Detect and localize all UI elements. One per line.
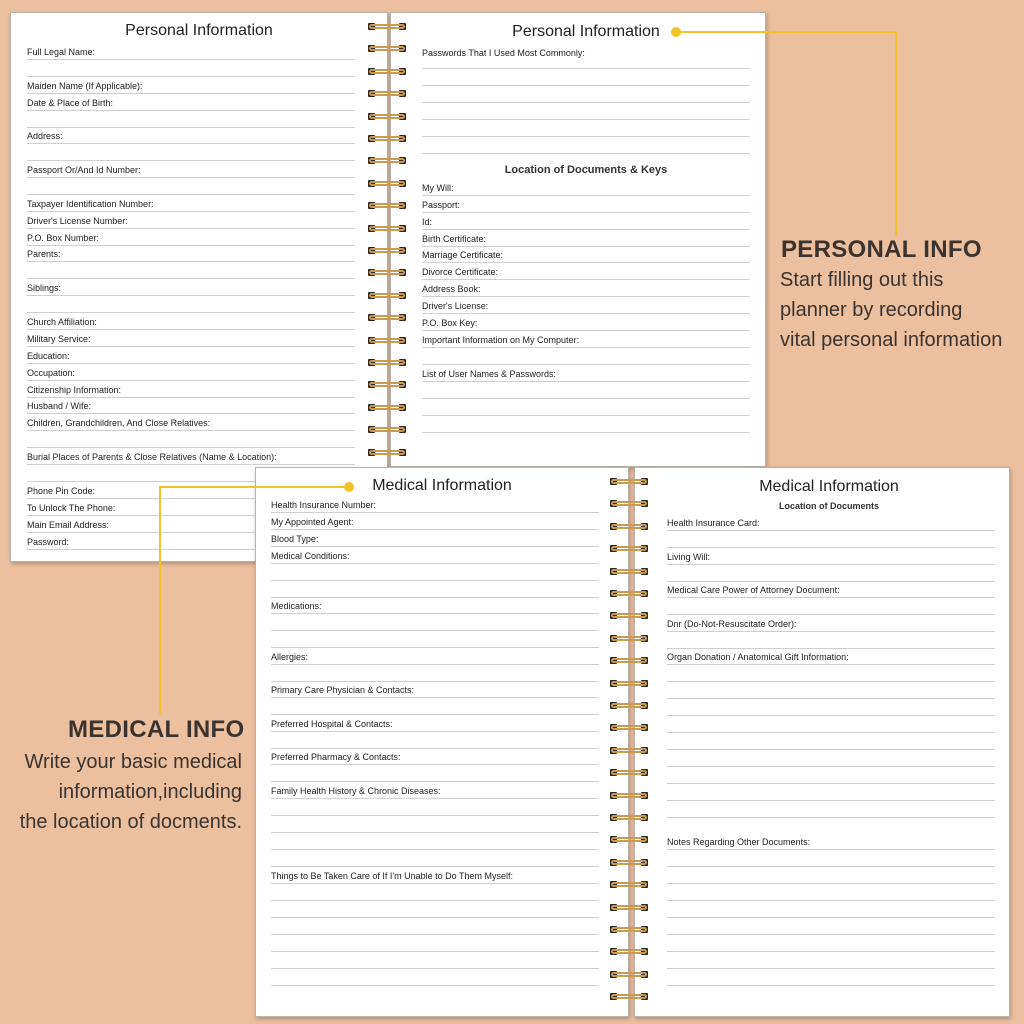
field-label: Medical Conditions: (271, 551, 350, 561)
write-line[interactable] (667, 817, 995, 818)
field-label: Address: (27, 131, 63, 141)
field-label: Taxpayer Identification Number: (27, 199, 154, 209)
write-line[interactable] (271, 580, 599, 581)
write-line[interactable] (667, 631, 995, 632)
spiral-coil (365, 67, 409, 76)
write-line[interactable] (27, 177, 355, 178)
spiral-coil (607, 925, 651, 934)
spiral-coil (365, 201, 409, 210)
write-line[interactable] (667, 900, 995, 901)
spiral-coil (607, 880, 651, 889)
write-line[interactable] (27, 59, 355, 60)
write-line[interactable] (667, 783, 995, 784)
spiral-coil (365, 44, 409, 53)
write-line[interactable] (271, 917, 599, 918)
write-line[interactable] (27, 346, 355, 347)
write-line[interactable] (271, 664, 599, 665)
write-line[interactable] (27, 312, 355, 313)
spiral-coil (607, 746, 651, 755)
callout-line-medical-v (159, 486, 161, 714)
callout-line-medical-h (159, 486, 349, 488)
field-label: Id: (422, 217, 433, 227)
write-line[interactable] (271, 714, 599, 715)
description-line: the location of docments. (19, 811, 242, 833)
field-label: Organ Donation / Anatomical Gift Information: (667, 652, 849, 662)
field-label: Primary Care Physician & Contacts: (271, 685, 415, 695)
spiral-coil (607, 477, 651, 486)
personal-right-page (390, 12, 766, 467)
spiral-coil (365, 224, 409, 233)
field-label: Maiden Name (If Applicable): (27, 81, 143, 91)
field-label: Living Will: (667, 552, 711, 562)
write-line[interactable] (422, 432, 750, 433)
write-line[interactable] (27, 397, 355, 398)
write-line[interactable] (667, 732, 995, 733)
field-label: P.O. Box Key: (422, 318, 478, 328)
spiral-coil (607, 858, 651, 867)
field-label: Passport Or/And Id Number: (27, 165, 141, 175)
spiral-coil (365, 89, 409, 98)
write-line[interactable] (667, 968, 995, 969)
spiral-coil (365, 403, 409, 412)
write-line[interactable] (271, 832, 599, 833)
description-line: Start filling out this (780, 269, 944, 291)
write-line[interactable] (422, 195, 750, 196)
page-title: Personal Information (125, 22, 273, 39)
spiral-coil (365, 425, 409, 434)
write-line[interactable] (422, 398, 750, 399)
field-label: Husband / Wife: (27, 401, 92, 411)
spiral-coil (607, 567, 651, 576)
field-label: P.O. Box Number: (27, 233, 99, 243)
write-line[interactable] (422, 347, 750, 348)
field-label: My Will: (422, 183, 454, 193)
field-label: Main Email Address: (27, 520, 110, 530)
spiral-coil (607, 656, 651, 665)
write-line[interactable] (271, 883, 599, 884)
page-title: Personal Information (512, 23, 660, 40)
write-line[interactable] (422, 313, 750, 314)
write-line[interactable] (27, 93, 355, 94)
write-line[interactable] (667, 749, 995, 750)
field-label: Full Legal Name: (27, 47, 96, 57)
spiral-coil (607, 723, 651, 732)
write-line[interactable] (667, 698, 995, 699)
field-label: Medical Care Power of Attorney Document: (667, 585, 840, 595)
medical-info-heading: MEDICAL INFO (68, 716, 245, 743)
medical-info-description (20, 747, 242, 837)
write-line[interactable] (422, 296, 750, 297)
spiral-coil (365, 268, 409, 277)
field-label: Blood Type: (271, 534, 319, 544)
rule (422, 68, 750, 69)
write-line[interactable] (27, 295, 355, 296)
write-line[interactable] (271, 900, 599, 901)
field-label: Things to Be Taken Care of If I'm Unable to Do Them Myself: (271, 871, 513, 881)
field-label: Preferred Hospital & Contacts: (271, 719, 393, 729)
write-line[interactable] (271, 529, 599, 530)
personal-info-heading: PERSONAL INFO (781, 236, 982, 263)
spiral-coil (607, 522, 651, 531)
spiral-coil (607, 544, 651, 553)
spiral-coil (607, 947, 651, 956)
callout-line-personal-h (676, 31, 896, 33)
field-label: Citizenship Information: (27, 385, 122, 395)
field-label: To Unlock The Phone: (27, 503, 116, 513)
rule (422, 136, 750, 137)
field-label: Birth Certificate: (422, 234, 487, 244)
write-line[interactable] (271, 597, 599, 598)
write-line[interactable] (27, 211, 355, 212)
rule (422, 102, 750, 103)
write-line[interactable] (667, 614, 995, 615)
spiral-coil (607, 970, 651, 979)
write-line[interactable] (271, 815, 599, 816)
field-label: Notes Regarding Other Documents: (667, 837, 811, 847)
field-label: Occupation: (27, 368, 76, 378)
spiral-coil (607, 835, 651, 844)
write-line[interactable] (271, 866, 599, 867)
write-line[interactable] (27, 430, 355, 431)
field-label: Allergies: (271, 652, 309, 662)
write-line[interactable] (422, 262, 750, 263)
write-line[interactable] (667, 766, 995, 767)
spiral-coil (607, 701, 651, 710)
spiral-coil (365, 112, 409, 121)
write-line[interactable] (667, 883, 995, 884)
field-label: Phone Pin Code: (27, 486, 96, 496)
medical-right-page (634, 467, 1010, 1017)
write-line[interactable] (667, 849, 995, 850)
write-line[interactable] (27, 143, 355, 144)
field-label: Marriage Certificate: (422, 250, 504, 260)
write-line[interactable] (667, 715, 995, 716)
write-line[interactable] (667, 648, 995, 649)
description-line: vital personal information (780, 329, 1003, 351)
write-line[interactable] (271, 613, 599, 614)
write-line[interactable] (27, 245, 355, 246)
field-label: Health Insurance Number: (271, 500, 377, 510)
write-line[interactable] (422, 381, 750, 382)
field-label: Date & Place of Birth: (27, 98, 114, 108)
write-line[interactable] (422, 364, 750, 365)
write-line[interactable] (667, 800, 995, 801)
write-line[interactable] (27, 261, 355, 262)
write-line[interactable] (667, 934, 995, 935)
write-line[interactable] (667, 564, 995, 565)
spiral-coil (607, 589, 651, 598)
spiral-binding-bottom (607, 477, 655, 1007)
write-line[interactable] (667, 866, 995, 867)
section-title: Location of Documents (778, 501, 879, 511)
field-label: Military Service: (27, 334, 91, 344)
write-line[interactable] (667, 985, 995, 986)
spiral-coil (365, 22, 409, 31)
write-line[interactable] (27, 228, 355, 229)
write-line[interactable] (27, 464, 355, 465)
spiral-coil (365, 448, 409, 457)
write-line[interactable] (422, 246, 750, 247)
write-line[interactable] (271, 764, 599, 765)
section-title: Location of Documents & Keys (504, 164, 668, 176)
spiral-coil (607, 992, 651, 1001)
spiral-coil (365, 380, 409, 389)
rule (422, 119, 750, 120)
callout-line-personal-v (895, 31, 897, 236)
write-line[interactable] (422, 330, 750, 331)
write-line[interactable] (667, 581, 995, 582)
spiral-binding-top (365, 22, 413, 462)
spiral-coil (365, 246, 409, 255)
description-line: Write your basic medical (24, 751, 242, 773)
spiral-coil (607, 903, 651, 912)
field-label: Medications: (271, 601, 322, 611)
description-line: information,including (58, 781, 242, 803)
write-line[interactable] (667, 951, 995, 952)
field-label: Dnr (Do-Not-Resuscitate Order): (667, 619, 797, 629)
spiral-coil (365, 313, 409, 322)
write-line[interactable] (667, 597, 995, 598)
personal-info-description (780, 265, 1002, 355)
field-label: Burial Places of Parents & Close Relatives (Name & Location): (27, 452, 277, 462)
write-line[interactable] (27, 363, 355, 364)
description-line: planner by recording (780, 299, 963, 321)
field-label: List of User Names & Passwords: (422, 369, 557, 379)
field-label: Divorce Certificate: (422, 267, 499, 277)
write-line[interactable] (27, 413, 355, 414)
write-line[interactable] (271, 563, 599, 564)
write-line[interactable] (271, 647, 599, 648)
write-line[interactable] (271, 731, 599, 732)
write-line[interactable] (667, 664, 995, 665)
spiral-coil (607, 768, 651, 777)
write-line[interactable] (271, 934, 599, 935)
write-line[interactable] (271, 681, 599, 682)
write-line[interactable] (271, 985, 599, 986)
field-label: Important Information on My Computer: (422, 335, 580, 345)
write-line[interactable] (27, 380, 355, 381)
spiral-coil (607, 813, 651, 822)
spiral-coil (607, 634, 651, 643)
write-line[interactable] (667, 547, 995, 548)
write-line[interactable] (422, 279, 750, 280)
rule (422, 85, 750, 86)
write-line[interactable] (27, 76, 355, 77)
field-label: Family Health History & Chronic Diseases: (271, 786, 441, 796)
field-label: Health Insurance Card: (667, 518, 760, 528)
spiral-coil (365, 156, 409, 165)
write-line[interactable] (271, 512, 599, 513)
field-label: Password: (27, 537, 70, 547)
write-line[interactable] (667, 681, 995, 682)
write-line[interactable] (27, 110, 355, 111)
write-line[interactable] (271, 951, 599, 952)
spiral-coil (365, 336, 409, 345)
spiral-coil (365, 134, 409, 143)
spiral-coil (607, 499, 651, 508)
write-line[interactable] (271, 630, 599, 631)
write-line[interactable] (271, 546, 599, 547)
field-label: Parents: (27, 249, 61, 259)
field-label: Siblings: (27, 283, 62, 293)
write-line[interactable] (271, 849, 599, 850)
write-line[interactable] (27, 329, 355, 330)
spiral-coil (607, 679, 651, 688)
write-line[interactable] (271, 798, 599, 799)
spiral-coil (365, 179, 409, 188)
write-line[interactable] (422, 212, 750, 213)
page-title: Medical Information (372, 477, 512, 494)
spiral-coil (365, 358, 409, 367)
field-label: Church Affiliation: (27, 317, 97, 327)
write-line[interactable] (271, 748, 599, 749)
write-line[interactable] (27, 127, 355, 128)
write-line[interactable] (27, 194, 355, 195)
field-label: Driver's License Number: (27, 216, 128, 226)
write-line[interactable] (271, 968, 599, 969)
field-label: My Appointed Agent: (271, 517, 354, 527)
field-label: Address Book: (422, 284, 481, 294)
write-line[interactable] (422, 415, 750, 416)
write-line[interactable] (27, 160, 355, 161)
field-label: Education: (27, 351, 70, 361)
write-line[interactable] (422, 229, 750, 230)
page-title: Medical Information (759, 478, 899, 495)
medical-left-page (255, 467, 629, 1017)
write-line[interactable] (27, 447, 355, 448)
field-label: Preferred Pharmacy & Contacts: (271, 752, 401, 762)
spiral-coil (365, 291, 409, 300)
spiral-coil (607, 791, 651, 800)
passwords-field-label: Passwords That I Used Most Commonly: (422, 48, 585, 58)
field-label: Driver's License: (422, 301, 489, 311)
rule (422, 153, 750, 154)
write-line[interactable] (271, 697, 599, 698)
field-label: Children, Grandchildren, And Close Relatives: (27, 418, 211, 428)
spiral-coil (607, 611, 651, 620)
write-line[interactable] (27, 278, 355, 279)
write-line[interactable] (667, 917, 995, 918)
write-line[interactable] (667, 530, 995, 531)
write-line[interactable] (271, 781, 599, 782)
field-label: Passport: (422, 200, 461, 210)
